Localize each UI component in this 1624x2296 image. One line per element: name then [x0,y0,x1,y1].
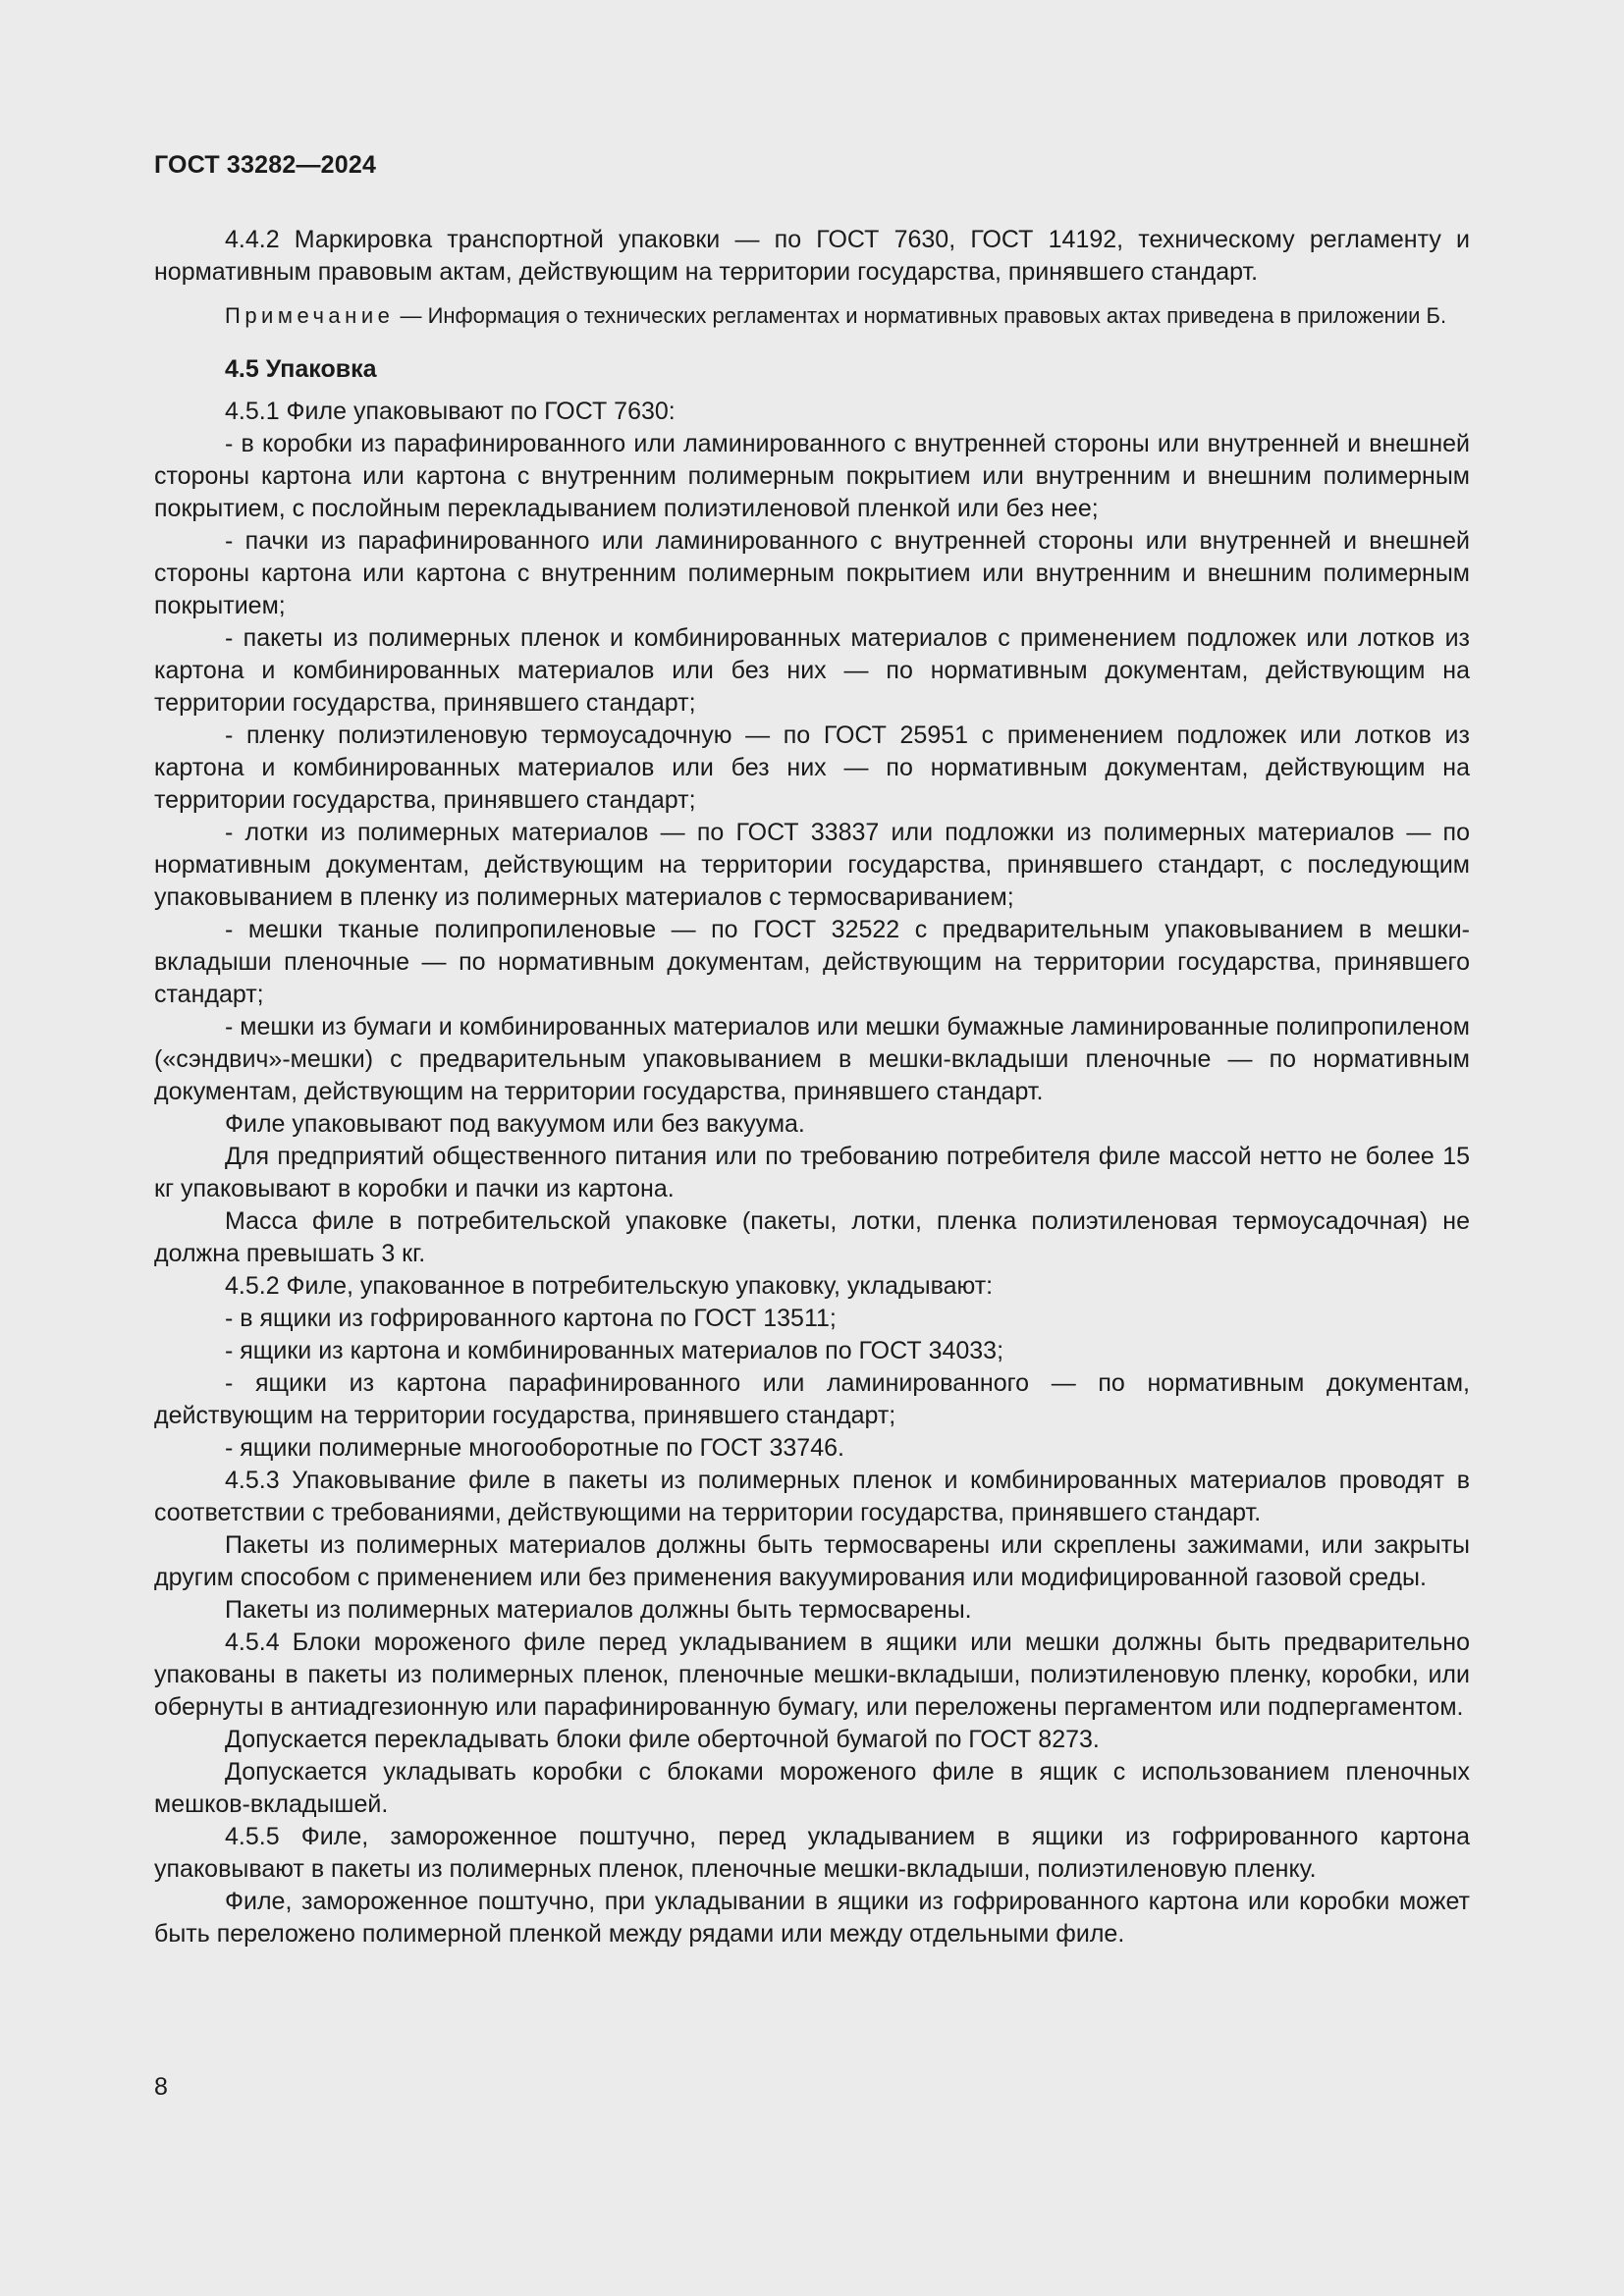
note-text: — Информация о технических регламентах и нормативных правовых актах приведена в приложении Б. [394,303,1447,328]
paragraph: Допускается перекладывать блоки филе оберточной бумагой по ГОСТ 8273. [225,1726,1100,1753]
document-header: ГОСТ 33282—2024 [154,151,377,179]
list-item: - пленку полиэтиленовую термоусадочную — по ГОСТ 25951 с применением подложек или лотков из картона и комбинированных материалов или без них — по нормативным документам, действующим на территории государства, принявшего стандарт; [154,721,1470,814]
list-item: - ящики полимерные многооборотные по ГОСТ 33746. [225,1434,844,1462]
document-page [154,0,1470,2296]
list-item: - ящики из картона парафинированного или ламинированного — по нормативным документам, действующим на территории государства, принявшего стандарт; [154,1369,1470,1429]
paragraph: Филе упаковывают под вакуумом или без вакуума. [225,1110,805,1138]
clause-4-4-2: 4.4.2 Маркировка транспортной упаковки — по ГОСТ 7630, ГОСТ 14192, техническому регламенту и нормативным правовым актам, действующим на территории государства, принявшего стандарт. [154,226,1470,286]
paragraph: 4.5.2 Филе, упакованное в потребительскую упаковку, укладывают: [225,1272,994,1300]
note-label: Примечание [225,303,395,328]
list-item: - мешки из бумаги и комбинированных материалов или мешки бумажные ламинированные полипропиленом («сэндвич»-мешки) с предварительным упаковыванием в мешки-вкладыши пленочные — по нормативным документам, действующим на территории государства, принявшего стандарт. [154,1013,1470,1105]
note-paragraph [154,300,1470,332]
paragraph: Для предприятий общественного питания или по требованию потребителя филе массой нетто не более 15 кг упаковывают в коробки и пачки из картона. [154,1143,1470,1202]
list-item: - в коробки из парафинированного или ламинированного с внутренней стороны или внутренней и внешней стороны картона или картона с внутренним полимерным покрытием или внутренним и внешним полимерным покрытием, с послойным перекладыванием полиэтиленовой пленкой или без нее; [154,430,1470,522]
page-number: 8 [154,2073,168,2101]
paragraph: Пакеты из полимерных материалов должны быть термосварены или скреплены зажимами, или закрыты другим способом с применением или без применения вакуумирования или модифицированной газовой среды. [154,1531,1470,1591]
section-title-4-5: 4.5 Упаковка [225,355,377,383]
list-item: - пачки из парафинированного или ламинированного с внутренней стороны или внутренней и внешней стороны картона или картона с внутренним полимерным покрытием или внутренним и внешним полимерным покрытием; [154,527,1470,619]
paragraph: 4.5.5 Филе, замороженное поштучно, перед укладыванием в ящики из гофрированного картона упаковывают в пакеты из полимерных пленок, пленочные мешки-вкладыши, полиэтиленовую пленку. [154,1823,1470,1883]
document-body [154,224,1470,1950]
paragraph: 4.5.3 Упаковывание филе в пакеты из полимерных пленок и комбинированных материалов проводят в соответствии с требованиями, действующими на территории государства, принявшего стандарт. [154,1467,1470,1526]
paragraph: 4.5.4 Блоки мороженого филе перед укладыванием в ящики или мешки должны быть предварительно упакованы в пакеты из полимерных пленок, пленочные мешки-вкладыши, полиэтиленовую пленку, коробки, или обернуты в антиадгезионную или парафинированную бумагу, или переложены пергаментом или подпергаментом. [154,1629,1470,1721]
list-item: - ящики из картона и комбинированных материалов по ГОСТ 34033; [225,1337,1004,1364]
list-item: - лотки из полимерных материалов — по ГОСТ 33837 или подложки из полимерных материалов — по нормативным документам, действующим на территории государства, принявшего стандарт, с последующим упаковыванием в пленку из полимерных материалов с термосвариванием; [154,819,1470,911]
list-item: - в ящики из гофрированного картона по ГОСТ 13511; [225,1305,837,1332]
paragraph: Масса филе в потребительской упаковке (пакеты, лотки, пленка полиэтиленовая термоусадочная) не должна превышать 3 кг. [154,1207,1470,1267]
paragraph: Пакеты из полимерных материалов должны быть термосварены. [225,1596,972,1624]
paragraph: Допускается укладывать коробки с блоками мороженого филе в ящик с использованием пленочных мешков-вкладышей. [154,1758,1470,1818]
paragraph: Филе, замороженное поштучно, при укладывании в ящики из гофрированного картона или коробки может быть переложено полимерной пленкой между рядами или между отдельными филе. [154,1888,1470,1948]
paragraph: 4.5.1 Филе упаковывают по ГОСТ 7630: [225,398,676,425]
list-item: - мешки тканые полипропиленовые — по ГОСТ 32522 с предварительным упаковыванием в мешки-вкладыши пленочные — по нормативным документам, действующим на территории государства, принявшего стандарт; [154,916,1470,1008]
list-item: - пакеты из полимерных пленок и комбинированных материалов с применением подложек или лотков из картона и комбинированных материалов или без них — по нормативным документам, действующим на территории государства, принявшего стандарт; [154,624,1470,717]
